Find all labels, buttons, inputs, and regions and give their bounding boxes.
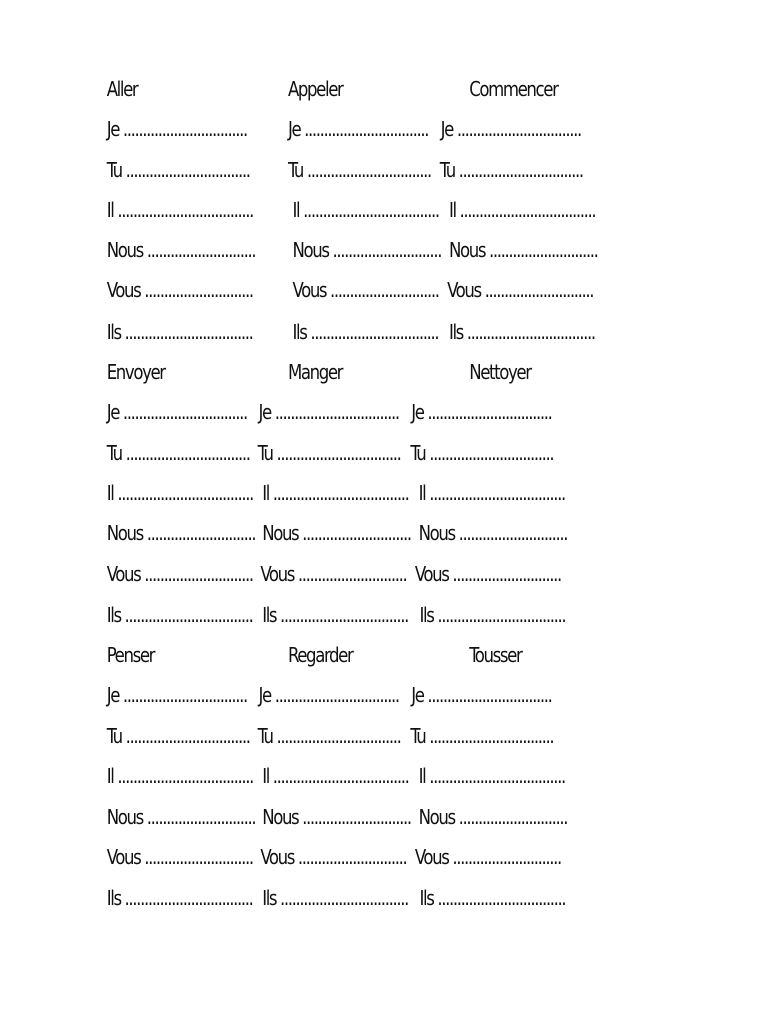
pronoun-blank: Il ................................... <box>448 198 596 222</box>
conjugation-row <box>0 885 707 911</box>
verb-title: Regarder <box>287 643 353 667</box>
pronoun-blank: Nous ............................ <box>448 238 598 262</box>
pronoun-blank: Je ................................ <box>106 117 247 141</box>
verb-title: Nettoyer <box>469 360 531 384</box>
pronoun-blank: Ils ................................. <box>292 320 439 344</box>
pronoun-blank: Ils ................................. <box>262 886 408 910</box>
pronoun-blank: Tu ................................ <box>439 158 583 182</box>
verb-header-row <box>0 642 707 668</box>
pronoun-blank: Ils ................................. <box>448 320 595 344</box>
verb-title: Appeler <box>287 77 343 101</box>
pronoun-blank: Je ................................ <box>440 117 581 141</box>
pronoun-blank: Il ................................... <box>106 764 253 788</box>
conjugation-row <box>0 197 707 223</box>
verb-title: Envoyer <box>106 360 165 384</box>
pronoun-blank: Vous ............................ <box>260 845 407 869</box>
pronoun-blank: Nous ............................ <box>106 521 256 545</box>
pronoun-blank: Vous ............................ <box>414 845 561 869</box>
conjugation-row <box>0 682 707 708</box>
pronoun-blank: Vous ............................ <box>106 845 253 869</box>
pronoun-blank: Vous ............................ <box>106 278 253 302</box>
verb-title: Manger <box>287 360 343 384</box>
pronoun-blank: Vous ............................ <box>414 562 561 586</box>
pronoun-blank: Il ................................... <box>106 198 253 222</box>
pronoun-blank: Je ................................ <box>106 683 247 707</box>
pronoun-blank: Vous ............................ <box>106 562 253 586</box>
pronoun-blank: Tu ................................ <box>287 158 431 182</box>
pronoun-blank: Ils ................................. <box>419 603 566 627</box>
verb-title: Commencer <box>469 77 558 101</box>
pronoun-blank: Nous ............................ <box>418 805 568 829</box>
conjugation-row <box>0 157 707 183</box>
pronoun-blank: Nous ............................ <box>262 805 411 829</box>
conjugation-row <box>0 561 707 587</box>
pronoun-blank: Ils ................................. <box>419 886 566 910</box>
pronoun-blank: Nous ............................ <box>106 238 256 262</box>
conjugation-row <box>0 844 707 870</box>
conjugation-row <box>0 763 707 789</box>
pronoun-blank: Tu ................................ <box>257 724 401 748</box>
pronoun-blank: Il ................................... <box>292 198 439 222</box>
pronoun-blank: Vous ............................ <box>292 278 439 302</box>
pronoun-blank: Tu ................................ <box>106 158 250 182</box>
conjugation-row <box>0 399 707 425</box>
pronoun-blank: Tu ................................ <box>410 724 554 748</box>
conjugation-row <box>0 520 707 546</box>
pronoun-blank: Nous ............................ <box>262 521 411 545</box>
pronoun-blank: Il ................................... <box>418 764 565 788</box>
pronoun-blank: Vous ............................ <box>260 562 407 586</box>
conjugation-row <box>0 277 707 303</box>
pronoun-blank: Nous ............................ <box>292 238 442 262</box>
pronoun-blank: Je ................................ <box>106 400 247 424</box>
conjugation-row <box>0 804 707 830</box>
pronoun-blank: Je ................................ <box>411 683 552 707</box>
pronoun-blank: Je ................................ <box>258 683 399 707</box>
pronoun-blank: Tu ................................ <box>410 441 554 465</box>
verb-title: Aller <box>106 77 138 101</box>
pronoun-blank: Tu ................................ <box>106 441 250 465</box>
pronoun-blank: Ils ................................. <box>106 886 253 910</box>
pronoun-blank: Ils ................................. <box>262 603 408 627</box>
pronoun-blank: Vous ............................ <box>447 278 594 302</box>
pronoun-blank: Tu ................................ <box>106 724 250 748</box>
conjugation-row <box>0 237 707 263</box>
verb-header-row <box>0 359 707 385</box>
conjugation-row <box>0 480 707 506</box>
pronoun-blank: Il ................................... <box>106 481 253 505</box>
conjugation-row <box>0 319 707 345</box>
pronoun-blank: Tu ................................ <box>257 441 401 465</box>
conjugation-row <box>0 602 707 628</box>
pronoun-blank: Il ................................... <box>262 481 409 505</box>
pronoun-blank: Je ................................ <box>411 400 552 424</box>
verb-header-row <box>0 76 707 102</box>
pronoun-blank: Nous ............................ <box>418 521 568 545</box>
verb-title: Tousser <box>469 643 522 667</box>
verb-title: Penser <box>106 643 155 667</box>
pronoun-blank: Il ................................... <box>418 481 565 505</box>
pronoun-blank: Il ................................... <box>262 764 409 788</box>
pronoun-blank: Je ................................ <box>258 400 399 424</box>
pronoun-blank: Je ................................ <box>287 117 429 141</box>
pronoun-blank: Nous ............................ <box>106 805 256 829</box>
conjugation-row <box>0 440 707 466</box>
pronoun-blank: Ils ................................. <box>106 603 253 627</box>
conjugation-row <box>0 116 707 142</box>
pronoun-blank: Ils ................................. <box>106 320 253 344</box>
conjugation-row <box>0 723 707 749</box>
